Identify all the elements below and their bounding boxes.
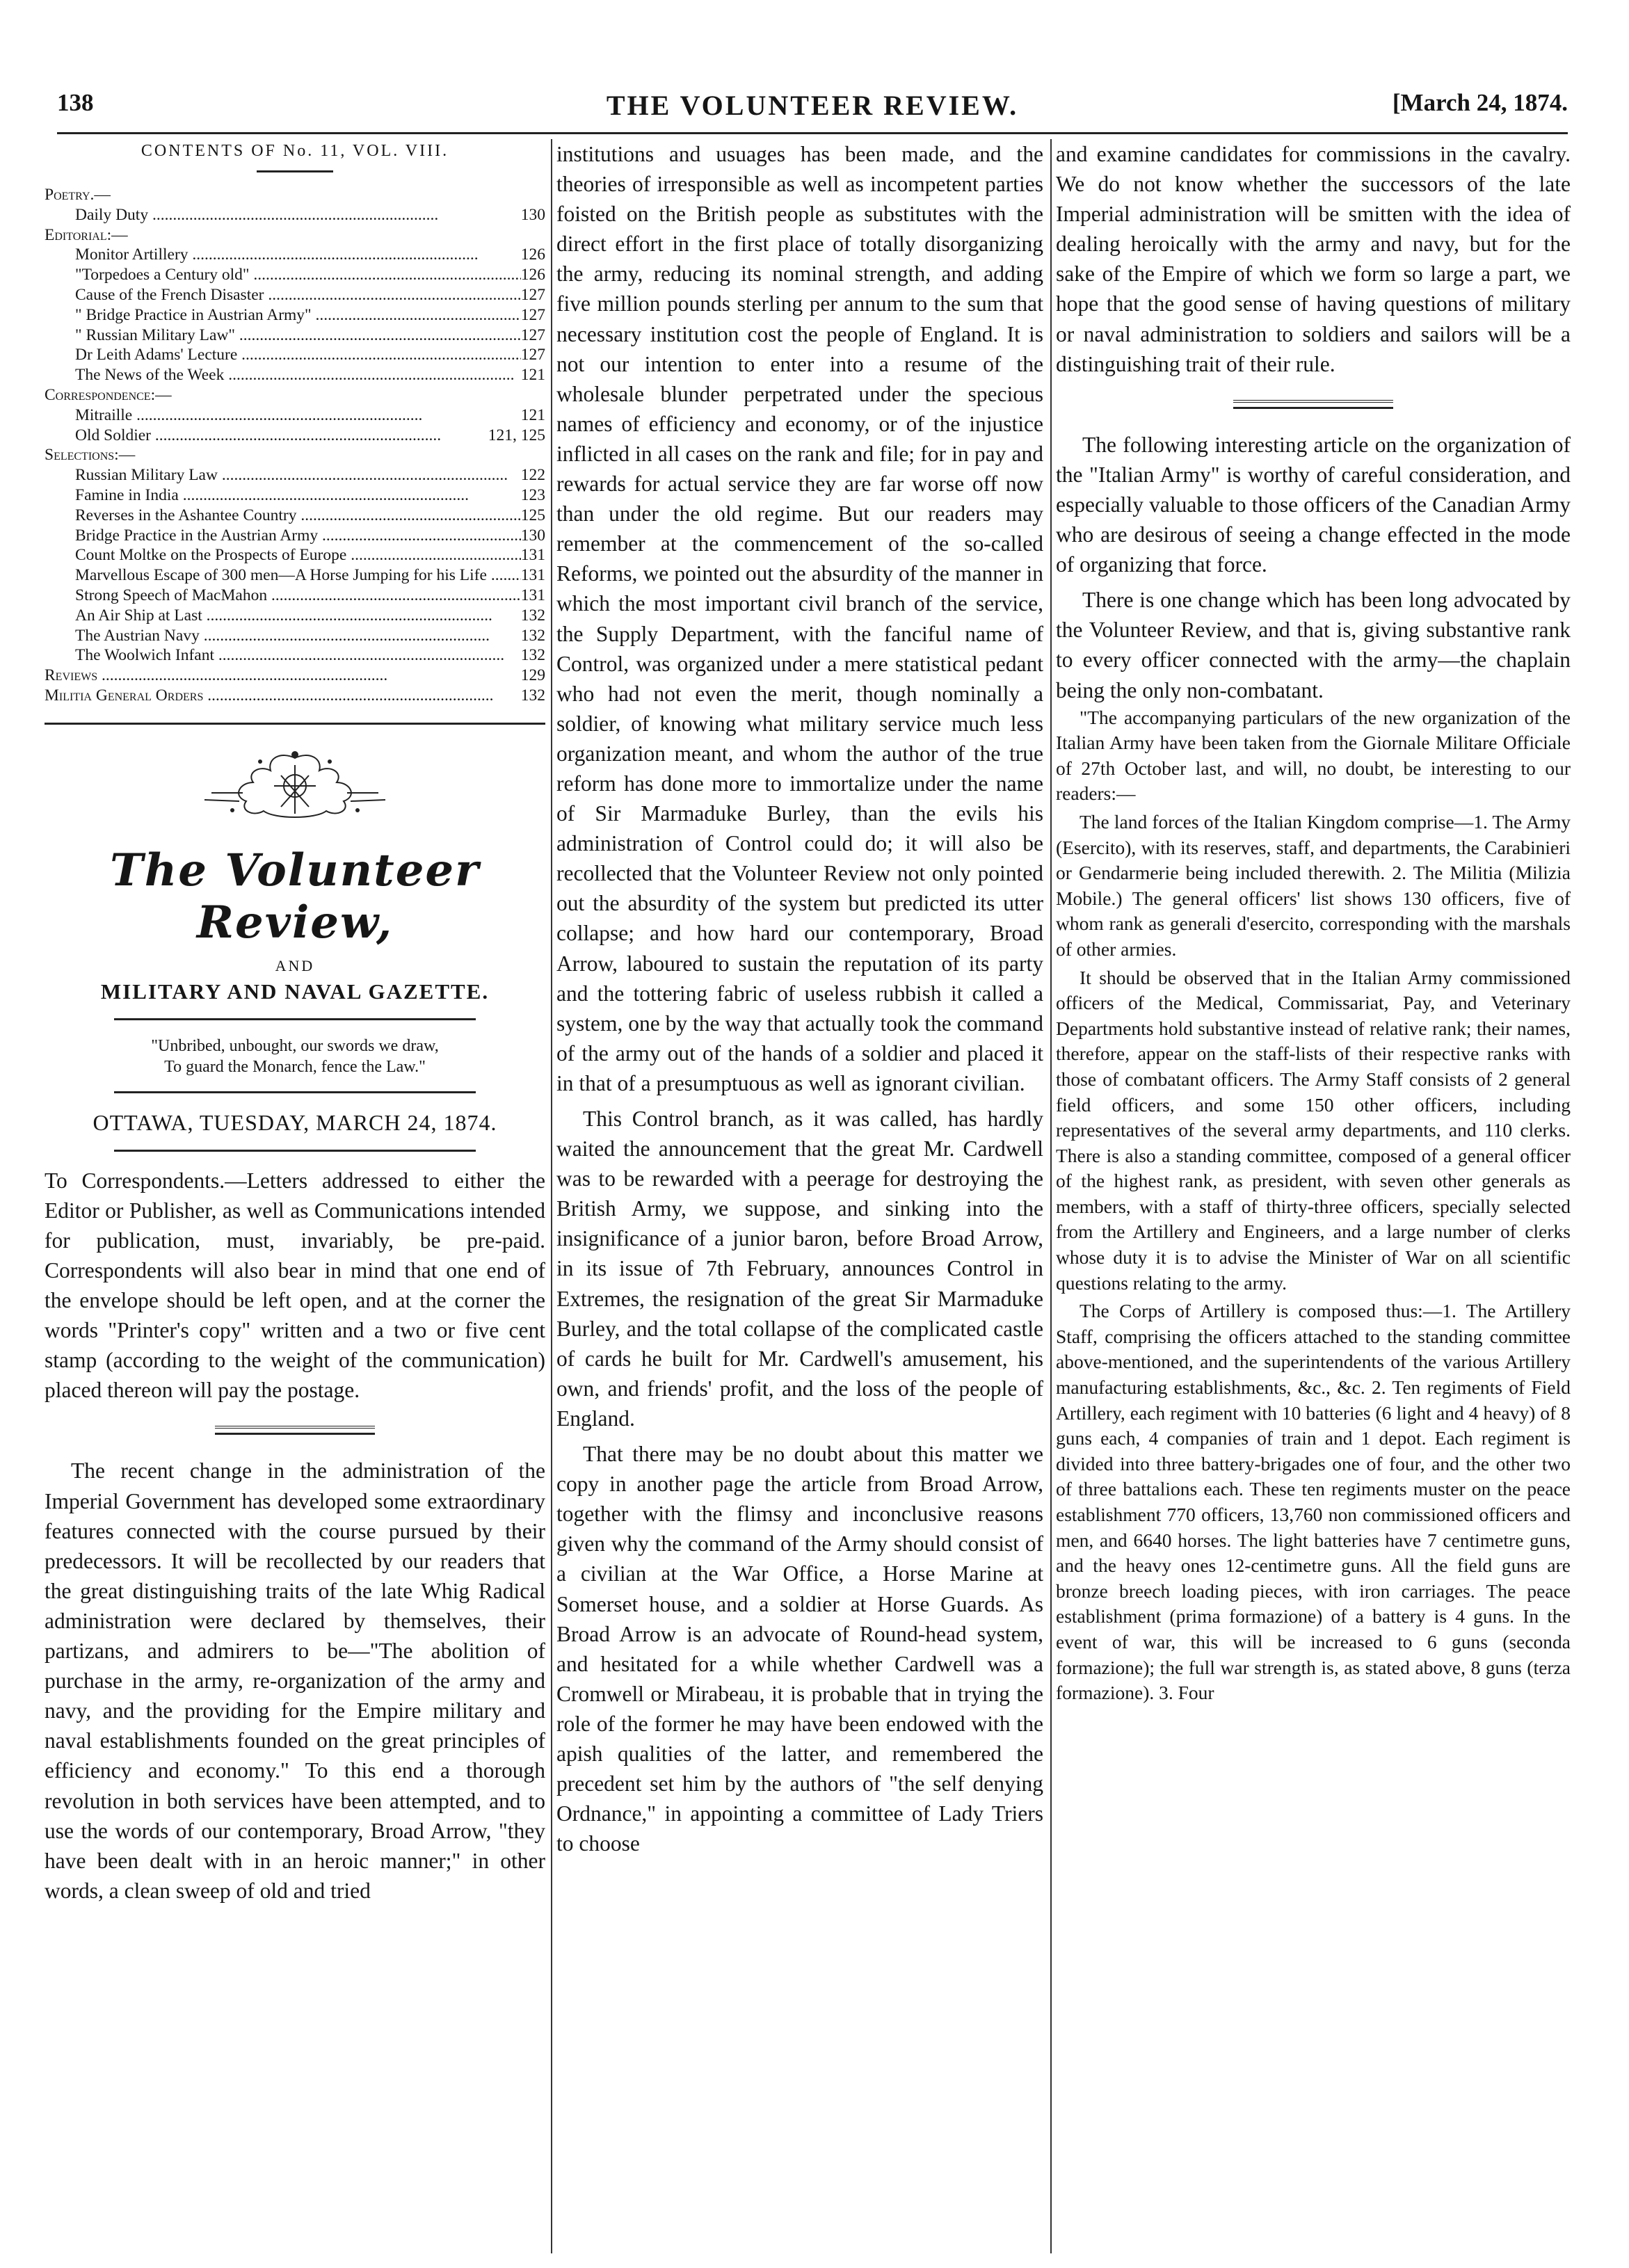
contents-entry xyxy=(45,205,545,225)
article-paragraph: and examine candidates for commissions in the cavalry. We do not know whether the successors of the late Imperial administration will be smitten with the idea of dealing heroically with the army and navy, but for the sake of the Empire of which we form so large a part, we hope that the good sense of having questions of military or naval administration to soldiers and sailors will be a distinguishing trait of their rule. xyxy=(1056,142,1571,376)
contents-section-heading xyxy=(45,666,545,686)
masthead-title: The Volunteer Review, xyxy=(110,844,480,949)
contents-entry xyxy=(45,465,545,485)
contents-entry-title: " Russian Military Law" ..... xyxy=(75,325,521,346)
contents-entry-title: "Torpedoes a Century old" ..... xyxy=(75,265,521,285)
contents-entry xyxy=(45,305,545,325)
contents-page-number: 126 xyxy=(520,266,545,284)
contents-section-label: Correspondence:— xyxy=(45,385,172,404)
contents-page-number: 130 xyxy=(520,205,545,224)
contents-entry xyxy=(45,506,545,526)
contents-section-heading xyxy=(45,225,545,246)
column-2 xyxy=(556,139,1043,2253)
contents-page-number: 132 xyxy=(520,646,545,665)
contents-page-number: 131 xyxy=(520,586,545,604)
contents-page-number: 121, 125 xyxy=(488,426,545,444)
contents-page-number: 127 xyxy=(520,346,545,364)
contents-entry xyxy=(45,586,545,606)
column-rule xyxy=(551,139,552,2253)
contents-page-number: 131 xyxy=(520,546,545,565)
contents-entry-title: Bridge Practice in the Austrian Army ..... xyxy=(75,526,521,546)
divider xyxy=(114,1150,476,1152)
contents-page-number: 126 xyxy=(520,246,545,264)
contents-page-number: 132 xyxy=(520,606,545,625)
contents-entry xyxy=(45,405,545,426)
contents-section-label: Selections:— xyxy=(45,446,136,465)
contents-entry-title: The Austrian Navy ..... xyxy=(75,626,490,646)
contents-entry xyxy=(45,526,545,546)
contents-entry xyxy=(45,285,545,305)
contents-section-heading xyxy=(45,445,545,465)
column-1 xyxy=(45,139,545,2253)
contents-entry-title: " Bridge Practice in Austrian Army" ..... xyxy=(75,305,521,325)
contents-section-label: Poetry.— xyxy=(45,186,111,204)
contents-entry-title: Dr Leith Adams' Lecture ..... xyxy=(75,345,521,365)
contents-entry-title: Old Soldier ..... xyxy=(75,426,441,446)
motto-line: To guard the Monarch, fence the Law." xyxy=(164,1057,426,1076)
contents-page-number: 129 xyxy=(520,666,545,685)
contents-entry-title: Count Moltke on the Prospects of Europe ..... xyxy=(75,545,521,565)
contents-entry xyxy=(45,545,545,565)
running-header xyxy=(57,89,1568,131)
contents-page-number: 132 xyxy=(520,626,545,645)
contents-page-number: 123 xyxy=(520,485,545,504)
contents-title: CONTENTS OF No. 11, VOL. VIII. xyxy=(141,142,449,160)
article-paragraph: There is one change which has been long advocated by the Volunteer Review, and that is, giving substantive rank to every officer connected with the army—the chaplain being the only non-combatant. xyxy=(1056,588,1571,702)
contents-page-number: 122 xyxy=(520,466,545,485)
contents-page-number: 125 xyxy=(520,506,545,524)
contents-entry-title: Famine in India ..... xyxy=(75,485,469,506)
contents-page-number: 132 xyxy=(520,686,545,705)
article-paragraph: That there may be no doubt about this matter we copy in another page the article from Broad Arrow, together with the flimsy and inconclusive reasons given why the command of the Army should consist of a civilian at the War Office, a Horse Marine at Somerset house, and a soldier at Horse Guards. As Broad Arrow is an advocate of Round-head system, and hesitated for a while whether Cardwell was a Cromwell or Mirabeau, it is probable that in trying the role of the former he may have been endowed with the apish qualities of the latter, and remembered the precedent set him by the authors of "the self denying Ordnance," in appointing a committee of Lady Triers to choose xyxy=(556,1442,1043,1856)
contents-entry xyxy=(45,345,545,365)
article-paragraph: The following interesting article on the organization of the "Italian Army" is worthy of careful consideration, and especially valuable to those officers of the Canadian Army who are desirous of seeing a change effected in the mode of organizing that force. xyxy=(1056,432,1571,577)
contents-entry xyxy=(45,565,545,586)
divider xyxy=(257,170,333,172)
contents-section-label: Editorial:— xyxy=(45,225,128,244)
contents-entry-title: Monitor Artillery ..... xyxy=(75,245,479,265)
column-3 xyxy=(1056,139,1571,2253)
masthead-subtitle: MILITARY AND NAVAL GAZETTE. xyxy=(100,979,490,1004)
contents-entry xyxy=(45,626,545,646)
masthead-motto xyxy=(45,1036,545,1077)
divider xyxy=(114,1091,476,1093)
contents-entry-title: Reverses in the Ashantee Country ..... xyxy=(75,506,521,526)
contents-list xyxy=(45,185,545,706)
contents-entry xyxy=(45,365,545,385)
contents-page-number: 127 xyxy=(520,285,545,304)
motto-line: "Unbribed, unbought, our swords we draw, xyxy=(151,1036,439,1055)
contents-entry-title: Russian Military Law ..... xyxy=(75,465,508,485)
correspondents-notice: To Correspondents.—Letters addressed to either the Editor or Publisher, as well as Communications intended for publication, must, invariably, be pre-paid. Correspondents will also bear in mind that one end of the envelope should be left open, and at the corner the words "Printer's copy" written and a two or five cent stamp (according to the weight of the communication) placed thereon will pay the postage. xyxy=(45,1168,545,1403)
contents-section-label: Reviews ..... xyxy=(45,666,387,686)
contents-entry xyxy=(45,245,545,265)
divider xyxy=(215,1426,375,1435)
contents-section-heading xyxy=(45,686,545,706)
contents-page-number: 121 xyxy=(520,405,545,424)
contents-entry xyxy=(45,325,545,346)
contents-entry xyxy=(45,485,545,506)
contents-entry-title: Mitraille ..... xyxy=(75,405,422,426)
contents-entry xyxy=(45,645,545,666)
contents-section-label: Militia General Orders ..... xyxy=(45,686,493,706)
publication-title: THE VOLUNTEER REVIEW. xyxy=(606,90,1019,121)
article-paragraph: institutions and usuages has been made, and the theories of irresponsible as well as incompetent parties foisted on the British people as substitutes with the direct effort in the first place of totally disorganizing the army, reducing its nominal strength, and adding five million pounds sterling per annum to the sum that necessary institution cost the people of England. It is not our intention to enter into a resume of the wholesale blunder perpetrated under the specious names of efficiency and economy, or of the injustice inflicted in all cases on the rank and file; for in pay and rewards for actual service they are far worse off now than under the old regime. But our readers may remember at the commencement of the so-called Reforms, we pointed out the absurdity of the manner in which the most important civil branch of the service, the Supply Department, with the fanciful name of Control, was organized under a mere statistical pedant who had not even the merit, though nominally a soldier, of knowing what military service much less organization meant, and whom the author of the true reform has done more to immortalize under the name of Sir Marmaduke Burley, than the evils his administration of Control could do; it will also be recollected that the Volunteer Review not only pointed out the absurdity of the system but predicted its utter collapse; and how hard our contemporary, Broad Arrow, laboured to sustain the reputation of its party and the tottering fabric of useless rubbish it called a system, one by the way that actually took the command of the army out of the hands of a soldier and placed it in that of a presumptuous as well as ignorant civilian. xyxy=(556,142,1043,1095)
contents-entry-title: The Woolwich Infant ..... xyxy=(75,645,504,666)
contents-page-number: 121 xyxy=(520,366,545,385)
contents-section-heading xyxy=(45,185,545,205)
contents-entry-title: Daily Duty ..... xyxy=(75,205,438,225)
article-paragraph: The recent change in the administration of the Imperial Government has developed some extraordinary features connected with the course pursued by their predecessors. It will be recollected by our readers that the great distinguishing traits of the late Whig Radical administration were declared by themselves, their partizans, and admirers to be—"The abolition of purchase in the army, re-organization of the army and navy, and the providing for the Empire military and naval establishments founded on the great principles of efficiency and economy." To this end a thorough revolution in both services have been attempted, and to use the words of our contemporary, Broad Arrow, "they have been dealt with in an heroic manner;" in other words, a clean sweep of old and tried xyxy=(45,1458,545,1903)
contents-entry xyxy=(45,606,545,626)
contents-entry-title: Strong Speech of MacMahon ..... xyxy=(75,586,521,606)
contents-page-number: 127 xyxy=(520,305,545,324)
contents-entry-title: An Air Ship at Last ..... xyxy=(75,606,492,626)
contents-section-heading xyxy=(45,385,545,405)
divider xyxy=(1233,400,1393,409)
contents-entry xyxy=(45,265,545,285)
contents-page-number: 130 xyxy=(520,526,545,545)
quoted-paragraph: The land forces of the Italian Kingdom comprise—1. The Army (Esercito), with its reserves, staff, and departments, the Carabinieri or Gendarmerie being included therewith. 2. The Militia (Milizia Mobile.) The general officers' list shows 130 officers, five of whom rank as generali d'esercito, corresponding with the marshals of other armies. xyxy=(1056,810,1571,960)
contents-page-number: 131 xyxy=(520,566,545,585)
contents-page-number: 127 xyxy=(520,325,545,344)
header-rule xyxy=(57,132,1568,134)
divider xyxy=(114,1018,476,1020)
contents-entry-title: The News of the Week ..... xyxy=(75,365,514,385)
divider xyxy=(45,723,545,725)
page-number: 138 xyxy=(57,89,94,116)
dateline: OTTAWA, TUESDAY, MARCH 24, 1874. xyxy=(93,1109,497,1135)
contents-entry-title: Marvellous Escape of 300 men—A Horse Jumping for his Life ..... xyxy=(75,565,521,586)
contents-entry-title: Cause of the French Disaster ..... xyxy=(75,285,521,305)
quoted-paragraph: The Corps of Artillery is composed thus:—1. The Artillery Staff, comprising the officers attached to the standing committee above-mentioned, and the superintendents of the various Artillery manufacturing establishments, &c., &c. 2. Ten regiments of Field Artillery, each regiment with 10 batteries (6 light and 4 heavy) of 8 guns each, 4 companies of train and 1 depot. Each regiment is divided into three battery-brigades one of four, and the other two of three battalions each. These ten regiments muster on the peace establishment 770 officers, 13,760 non commissioned officers and men, and 6640 horses. The light batteries have 7 centimetre guns, and the heavy ones 12-centimetre guns. All the field guns are bronze breech loading pieces, with iron carriages. The peace establishment (prima formazione) of a battery is 4 guns. In the event of war, this will be increased to 6 guns (seconda formazione); the full war strength is, as stated above, 8 guns (terza formazione). 3. Four xyxy=(1056,1300,1571,1704)
quoted-paragraph: It should be observed that in the Italian Army commissioned officers of the Medical, Commissariat, Pay, and Veterinary Departments hold substantive instead of relative rank; their names, therefore, appear on the staff-lists of their respective ranks with those of combatant officers. The Army Staff consists of 2 general field officers, and some 150 other officers, including representatives of the several army departments, and 110 clerks. There is also a standing committee, composed of a general officer of the highest rank, as president, with seven other generals as members, with a staff of thirty-three officers, specially selected from the Artillery and Engineers, and a large number of clerks whose duty it is to advise the Minister of War on all scientific questions relating to the army. xyxy=(1056,966,1571,1294)
issue-date: [March 24, 1874. xyxy=(1392,89,1568,116)
masthead-and: AND xyxy=(275,956,315,974)
contents-entry xyxy=(45,426,545,446)
column-rule xyxy=(1050,139,1052,2253)
quoted-paragraph: "The accompanying particulars of the new organization of the Italian Army have been taken from the Giornale Militare Officiale of 27th October last, and will, no doubt, be interesting to our readers:— xyxy=(1056,706,1571,805)
crest-emblem-icon xyxy=(191,744,399,828)
article-paragraph: This Control branch, as it was called, has hardly waited the announcement that the great Mr. Cardwell was to be rewarded with a peerage for destroying the British Army, we suppose, and sinking into the insignificance of a junior baron, before Broad Arrow, in its issue of 7th February, announces Control in Extremes, the resignation of the great Sir Marmaduke Burley, and the total collapse of the complicated castle of cards he built for Mr. Cardwell's amusement, his own, and friends' profit, and the loss of the people of England. xyxy=(556,1107,1043,1431)
